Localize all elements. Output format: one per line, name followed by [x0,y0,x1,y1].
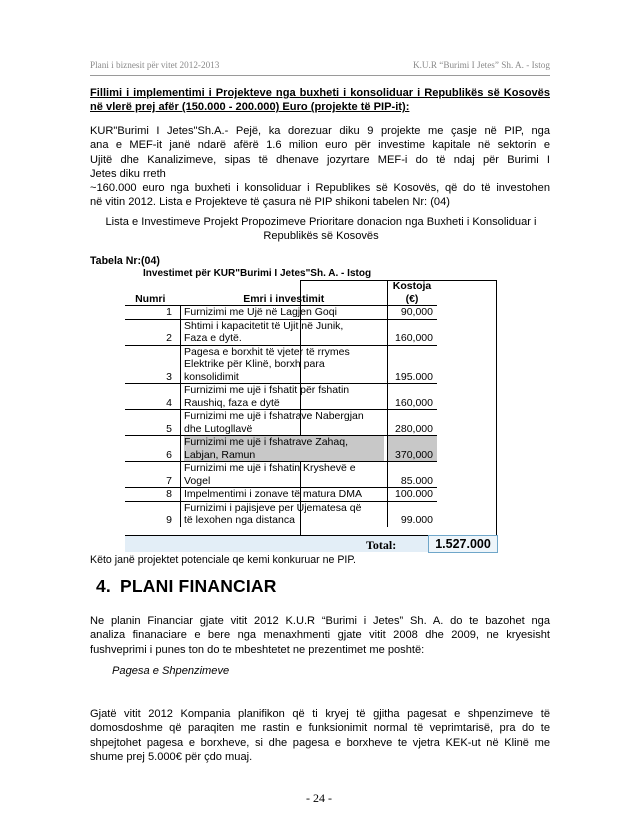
row-name-line: Furnizimi me ujë i fshatit për fshatin [184,384,350,396]
p1-line: Jetes diku rreth [90,167,166,180]
row-name-line: Furnizimi i pajisjeve per Ujematesa që [184,501,362,514]
p2-line: Ne planin Financiar gjate vitit 2012 K.U.R “Burimi i Jetes” Sh. A. do te bazohet nga [90,615,550,627]
table-row [125,319,437,345]
row-name-line: Vogel [184,474,211,487]
header-cost-line: (€) [405,292,419,305]
row-name-line: Labjan, Ramun [184,449,384,462]
investments-table [125,280,437,527]
p2-line: analiza finanaciare e bere nga menaxhmenti gjate vitit 2008 dhe 2009, ne kryesisht [90,629,550,642]
row-name [181,306,388,320]
header-name: Emri i investimit [243,292,325,305]
list-title-line: Lista e Investimeve Projekt Propozimeve Prioritare donacion nga Buxheti i Konsoliduar i [105,216,537,228]
table-title: Investimet për KUR"Burimi I Jetes"Sh. A. - Istog [143,268,372,279]
table-header-row [125,280,437,306]
row-cost: 90,000 [388,306,438,320]
row-cost: 280,000 [388,410,438,436]
row-cost: 160,000 [388,319,438,345]
header-num: Numri [135,292,166,305]
row-name [181,345,388,384]
row-cost: 160,000 [388,384,438,410]
row-name [181,384,388,410]
row-name [181,436,388,462]
row-cost: 99.000 [388,501,438,527]
section-title: PLANI FINANCIAR [120,576,277,596]
table-row [125,436,437,462]
row-name-line: Furnizimi me ujë i fshatin Kryshevë e [184,462,356,474]
header-cost-line: Kostoja [392,280,432,292]
p2-line: fushveprimi i punes ton do te mbeshtetet ne prezentimet me poshtë: [90,643,425,656]
row-cost: 195.000 [388,345,438,384]
table-row [125,501,437,527]
row-name-line: Furnizimi me ujë i fshatrave Nabergjan [184,410,364,422]
row-number: 6 [125,436,181,462]
p3-line: Gjatë vitit 2012 Kompania planifikon që ti kryej të gjitha pagesat e shpenzimeve të [90,708,550,720]
list-title-line: Republikës së Kosovës [263,230,379,243]
row-name-line: Furnizimi me Ujë në Lagjen Goqi [184,306,337,318]
table-row [125,345,437,384]
row-cost: 100.000 [388,488,438,502]
row-number: 3 [125,345,181,384]
p3-line: shpejtohet pagesa e borxheve, si dhe pagesa e borxheve te vjetra KEK-ut në Klinë me [90,736,550,749]
p1-line: ana e MEF-it janë ndarë afërë 1.6 milion euro për investime kapitale në sektorin e [90,139,550,152]
header-cost [388,280,438,306]
p1-line: në vitin 2012. Lista e Projekteve të çasura në PIP shikoni tabelen Nr: (04) [90,196,450,209]
p1-line: Ujitë dhe Kanalizimeve, sipas të dhenave jozyrtare MEF-i do të ndaj për Burimi I [90,153,550,166]
row-number: 4 [125,384,181,410]
section-heading [96,576,286,597]
intro-bold: Fillimi i implementimi i Projekteve nga buxheti i konsoliduar i Republikës së Kosovës në vlerë prej afër (150.000 - 200.000) Euro (projekte të PIP-it): [90,87,550,114]
header-left: Plani i biznesit për vitet 2012-2013 [90,60,220,70]
row-name [181,319,388,345]
row-name [181,488,388,502]
table-row [125,462,437,488]
total-label: Total: [366,538,397,552]
row-name-line: Impelmentimi i zonave të matura DMA [184,488,362,500]
paragraph-1 [90,124,550,210]
row-name-line: Elektrike për Klinë, borxh para [184,358,325,370]
row-cost: 85.000 [388,462,438,488]
row-cost: 370,000 [388,436,438,462]
p1-line: ~160.000 euro nga buxheti i konsoliduar i Republikes së Kosovës, që do të investohen [90,182,550,195]
table-row [125,384,437,410]
row-number: 5 [125,410,181,436]
paragraph-2 [90,614,550,657]
after-table-note: Këto janë projektet potenciale qe kemi konkuruar ne PIP. [90,554,356,566]
paragraph-3 [90,707,550,764]
p3-line: shume prej 5.000€ për çdo muaj. [90,750,253,763]
table-row [125,488,437,502]
row-name-line: Furnizimi me ujë i fshatrave Zahaq, [184,436,384,449]
p1-line: KUR"Burimi I Jetes"Sh.A.- Pejë, ka dorezuar diku 9 projekte me çasje në PIP, nga [90,125,550,137]
row-number: 7 [125,462,181,488]
row-name-line: Faza e dytë. [184,332,242,344]
row-name-line: konsolidimit [184,370,239,383]
row-name-line: dhe Lutogllavë [184,422,253,435]
table-row [125,410,437,436]
table-body [125,306,437,527]
row-number: 8 [125,488,181,502]
row-name-line: të lexohen nga distanca [184,514,295,526]
row-number: 1 [125,306,181,320]
total-value: 1.527.000 [428,535,498,553]
row-name [181,501,388,527]
section-number: 4. [96,576,111,596]
list-title [86,215,556,244]
row-name [181,462,388,488]
row-name-line: Pagesa e borxhit të vjeter të rrymes [184,345,350,358]
p3-line: domosdoshme që paraqiten me rastin e funksionimit normal të veprimtarisë, pra do te [90,722,550,735]
row-name-line: Shtimi i kapacitetit të Ujit në Junik, [184,319,344,332]
table-label: Tabela Nr:(04) [90,255,160,267]
row-number: 2 [125,319,181,345]
page-number: - 24 - [306,791,332,805]
table-row [125,306,437,320]
page-header [90,57,550,76]
row-number: 9 [125,501,181,527]
header-right: K.U.R “Burimi I Jetes” Sh. A. - Istog [412,60,550,70]
row-name [181,410,388,436]
subheading: Pagesa e Shpenzimeve [112,665,230,677]
row-name-line: Raushiq, faza e dytë [184,396,280,409]
